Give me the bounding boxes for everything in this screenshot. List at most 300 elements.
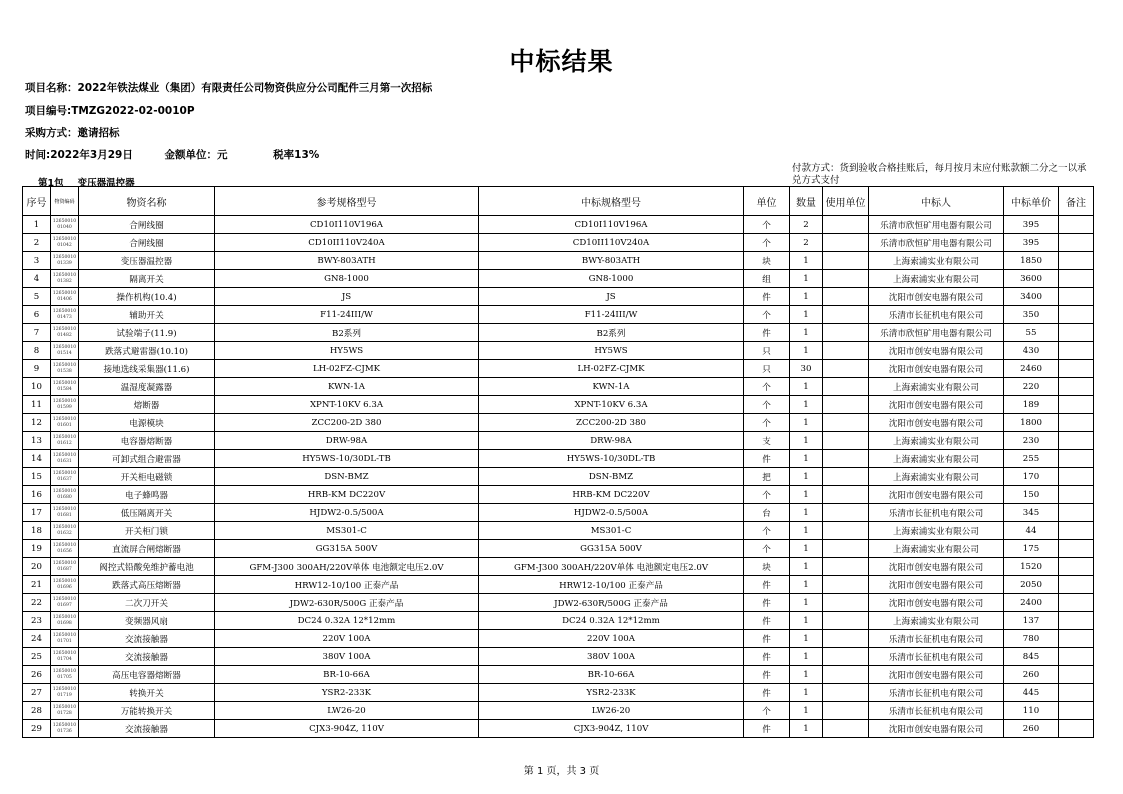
- cell-quantity: 1: [790, 396, 823, 414]
- cell-quantity: 1: [790, 720, 823, 738]
- cell-bid-spec: DSN-BMZ: [479, 468, 744, 486]
- cell-quantity: 2: [790, 216, 823, 234]
- cell-unit: 个: [744, 414, 790, 432]
- cell-remark: [1059, 342, 1094, 360]
- cell-quantity: 1: [790, 306, 823, 324]
- cell-ref-spec: 380V 100A: [215, 648, 479, 666]
- cell-bid-spec: DRW-98A: [479, 432, 744, 450]
- cell-winner: 上海索浦实业有限公司: [869, 612, 1004, 630]
- cell-quantity: 1: [790, 432, 823, 450]
- cell-code: 12650010 01705: [51, 666, 79, 684]
- cell-code: 12650010 01538: [51, 360, 79, 378]
- cell-seq: 9: [23, 360, 51, 378]
- cell-remark: [1059, 432, 1094, 450]
- cell-unit: 组: [744, 270, 790, 288]
- table-row: [23, 378, 1094, 396]
- cell-material-name: 转换开关: [79, 684, 215, 702]
- project-name: 项目名称：2022年铁法煤业（集团）有限责任公司物资供应分公司配件三月第一次招标: [25, 82, 433, 94]
- cell-unit: 个: [744, 216, 790, 234]
- cell-unit: 件: [744, 450, 790, 468]
- package-number: 第1包: [38, 178, 64, 189]
- cell-code: 12650010 01728: [51, 702, 79, 720]
- cell-material-name: 变频器风扇: [79, 612, 215, 630]
- cell-winner: 沈阳市创安电器有限公司: [869, 342, 1004, 360]
- cell-code: 12650010 01612: [51, 432, 79, 450]
- cell-quantity: 2: [790, 234, 823, 252]
- cell-quantity: 1: [790, 468, 823, 486]
- cell-code: 12650010 01656: [51, 540, 79, 558]
- cell-quantity: 1: [790, 648, 823, 666]
- cell-ref-spec: GN8-1000: [215, 270, 479, 288]
- cell-winner: 沈阳市创安电器有限公司: [869, 576, 1004, 594]
- cell-unit-price: 445: [1004, 684, 1059, 702]
- cell-ref-spec: BR-10-66A: [215, 666, 479, 684]
- cell-remark: [1059, 216, 1094, 234]
- cell-code: 12650010 01406: [51, 288, 79, 306]
- cell-user-unit: [823, 414, 869, 432]
- table-row: [23, 522, 1094, 540]
- cell-code: 12650010 01696: [51, 576, 79, 594]
- cell-code: 12650010 01701: [51, 630, 79, 648]
- cell-unit: 把: [744, 468, 790, 486]
- cell-bid-spec: GFM-J300 300AH/220V单体 电池额定电压2.0V: [479, 558, 744, 576]
- cell-winner: 沈阳市创安电器有限公司: [869, 396, 1004, 414]
- cell-winner: 沈阳市创安电器有限公司: [869, 360, 1004, 378]
- cell-bid-spec: BWY-803ATH: [479, 252, 744, 270]
- cell-seq: 1: [23, 216, 51, 234]
- cell-code: 12650010 01584: [51, 378, 79, 396]
- cell-material-name: 万能转换开关: [79, 702, 215, 720]
- cell-winner: 上海索浦实业有限公司: [869, 252, 1004, 270]
- cell-ref-spec: CD10I110V196A: [215, 216, 479, 234]
- cell-remark: [1059, 360, 1094, 378]
- cell-remark: [1059, 504, 1094, 522]
- cell-remark: [1059, 396, 1094, 414]
- cell-unit-price: 430: [1004, 342, 1059, 360]
- cell-ref-spec: HJDW2-0.5/500A: [215, 504, 479, 522]
- cell-seq: 24: [23, 630, 51, 648]
- cell-ref-spec: LW26-20: [215, 702, 479, 720]
- package-name: 变压器温控器: [77, 178, 135, 189]
- cell-ref-spec: HRW12-10/100 正泰产品: [215, 576, 479, 594]
- cell-ref-spec: HRB-KM DC220V: [215, 486, 479, 504]
- cell-ref-spec: DC24 0.32A 12*12mm: [215, 612, 479, 630]
- cell-material-name: 电子蜂鸣器: [79, 486, 215, 504]
- cell-winner: 乐清市长征机电有限公司: [869, 648, 1004, 666]
- table-body: [23, 216, 1094, 738]
- cell-code: 12650010 01631: [51, 450, 79, 468]
- cell-quantity: 1: [790, 288, 823, 306]
- cell-unit: 块: [744, 558, 790, 576]
- amount-unit-label: 金额单位：元: [164, 149, 228, 161]
- cell-bid-spec: 380V 100A: [479, 648, 744, 666]
- cell-seq: 17: [23, 504, 51, 522]
- cell-ref-spec: 220V 100A: [215, 630, 479, 648]
- cell-winner: 上海索浦实业有限公司: [869, 468, 1004, 486]
- cell-unit: 件: [744, 576, 790, 594]
- cell-winner: 上海索浦实业有限公司: [869, 432, 1004, 450]
- cell-material-name: 合闸线圈: [79, 234, 215, 252]
- cell-winner: 上海索浦实业有限公司: [869, 450, 1004, 468]
- cell-material-name: 直流屏合闸熔断器: [79, 540, 215, 558]
- cell-unit: 件: [744, 612, 790, 630]
- cell-material-name: 开关柜门锁: [79, 522, 215, 540]
- cell-material-name: 变压器温控器: [79, 252, 215, 270]
- cell-user-unit: [823, 486, 869, 504]
- table-row: [23, 666, 1094, 684]
- cell-unit: 件: [744, 288, 790, 306]
- cell-material-name: 合闸线圈: [79, 216, 215, 234]
- cell-winner: 沈阳市创安电器有限公司: [869, 666, 1004, 684]
- table-row: [23, 270, 1094, 288]
- cell-bid-spec: BR-10-66A: [479, 666, 744, 684]
- cell-user-unit: [823, 558, 869, 576]
- cell-material-name: 开关柜电磁锁: [79, 468, 215, 486]
- cell-unit-price: 220: [1004, 378, 1059, 396]
- cell-seq: 8: [23, 342, 51, 360]
- table-row: [23, 702, 1094, 720]
- cell-user-unit: [823, 540, 869, 558]
- cell-material-name: 可卸式组合避雷器: [79, 450, 215, 468]
- cell-user-unit: [823, 666, 869, 684]
- cell-user-unit: [823, 684, 869, 702]
- table-row: [23, 558, 1094, 576]
- cell-unit-price: 137: [1004, 612, 1059, 630]
- cell-unit-price: 44: [1004, 522, 1059, 540]
- cell-remark: [1059, 450, 1094, 468]
- table-row: [23, 396, 1094, 414]
- cell-winner: 乐清市欣恒矿用电器有限公司: [869, 324, 1004, 342]
- cell-remark: [1059, 612, 1094, 630]
- cell-unit-price: 2400: [1004, 594, 1059, 612]
- cell-winner: 沈阳市创安电器有限公司: [869, 414, 1004, 432]
- cell-user-unit: [823, 702, 869, 720]
- cell-winner: 乐清市长征机电有限公司: [869, 684, 1004, 702]
- cell-material-name: 电源模块: [79, 414, 215, 432]
- header-ref-spec: 参考规格型号: [215, 187, 479, 216]
- cell-code: 12650010 01514: [51, 342, 79, 360]
- cell-bid-spec: LW26-20: [479, 702, 744, 720]
- cell-remark: [1059, 648, 1094, 666]
- cell-bid-spec: XPNT-10KV 6.3A: [479, 396, 744, 414]
- cell-code: 12650010 01637: [51, 468, 79, 486]
- cell-remark: [1059, 522, 1094, 540]
- cell-remark: [1059, 558, 1094, 576]
- cell-material-name: 高压电容器熔断器: [79, 666, 215, 684]
- cell-bid-spec: GG315A 500V: [479, 540, 744, 558]
- cell-quantity: 1: [790, 630, 823, 648]
- cell-seq: 5: [23, 288, 51, 306]
- cell-seq: 26: [23, 666, 51, 684]
- cell-winner: 沈阳市创安电器有限公司: [869, 720, 1004, 738]
- cell-unit: 件: [744, 666, 790, 684]
- cell-user-unit: [823, 468, 869, 486]
- cell-unit: 支: [744, 432, 790, 450]
- cell-quantity: 1: [790, 666, 823, 684]
- header-code: 物资编码: [51, 187, 79, 216]
- cell-code: 12650010 01680: [51, 486, 79, 504]
- cell-user-unit: [823, 288, 869, 306]
- cell-unit: 个: [744, 396, 790, 414]
- cell-quantity: 1: [790, 558, 823, 576]
- cell-user-unit: [823, 342, 869, 360]
- cell-material-name: 二次刀开关: [79, 594, 215, 612]
- cell-unit: 件: [744, 648, 790, 666]
- cell-bid-spec: CJX3-904Z, 110V: [479, 720, 744, 738]
- cell-code: 12650010 01681: [51, 504, 79, 522]
- cell-remark: [1059, 378, 1094, 396]
- cell-unit: 件: [744, 324, 790, 342]
- cell-seq: 21: [23, 576, 51, 594]
- cell-code: 12650010 01719: [51, 684, 79, 702]
- cell-seq: 6: [23, 306, 51, 324]
- cell-remark: [1059, 324, 1094, 342]
- header-quantity: 数量: [790, 187, 823, 216]
- cell-unit: 个: [744, 702, 790, 720]
- cell-remark: [1059, 630, 1094, 648]
- cell-unit-price: 780: [1004, 630, 1059, 648]
- cell-unit-price: 175: [1004, 540, 1059, 558]
- cell-remark: [1059, 720, 1094, 738]
- cell-quantity: 1: [790, 270, 823, 288]
- header-winner: 中标人: [869, 187, 1004, 216]
- cell-quantity: 1: [790, 594, 823, 612]
- cell-quantity: 1: [790, 414, 823, 432]
- cell-winner: 沈阳市创安电器有限公司: [869, 594, 1004, 612]
- cell-winner: 沈阳市创安电器有限公司: [869, 558, 1004, 576]
- cell-quantity: 1: [790, 486, 823, 504]
- cell-bid-spec: HJDW2-0.5/500A: [479, 504, 744, 522]
- cell-user-unit: [823, 270, 869, 288]
- cell-unit-price: 395: [1004, 216, 1059, 234]
- cell-unit: 个: [744, 522, 790, 540]
- cell-unit-price: 2050: [1004, 576, 1059, 594]
- tax-rate-label: 税率13%: [273, 149, 320, 161]
- cell-ref-spec: HY5WS-10/30DL-TB: [215, 450, 479, 468]
- cell-unit-price: 260: [1004, 720, 1059, 738]
- cell-code: 12650010 01042: [51, 234, 79, 252]
- cell-user-unit: [823, 720, 869, 738]
- cell-remark: [1059, 576, 1094, 594]
- table-row: [23, 288, 1094, 306]
- cell-unit-price: 189: [1004, 396, 1059, 414]
- cell-remark: [1059, 540, 1094, 558]
- cell-ref-spec: DRW-98A: [215, 432, 479, 450]
- cell-remark: [1059, 468, 1094, 486]
- cell-ref-spec: ZCC200-2D 380: [215, 414, 479, 432]
- cell-ref-spec: XPNT-10KV 6.3A: [215, 396, 479, 414]
- cell-ref-spec: HY5WS: [215, 342, 479, 360]
- cell-code: 12650010 01601: [51, 414, 79, 432]
- table-row: [23, 648, 1094, 666]
- cell-user-unit: [823, 594, 869, 612]
- cell-winner: 沈阳市创安电器有限公司: [869, 288, 1004, 306]
- table-row: [23, 504, 1094, 522]
- cell-bid-spec: MS301-C: [479, 522, 744, 540]
- cell-seq: 11: [23, 396, 51, 414]
- header-bid-spec: 中标规格型号: [479, 187, 744, 216]
- table-row: [23, 720, 1094, 738]
- cell-seq: 12: [23, 414, 51, 432]
- cell-user-unit: [823, 612, 869, 630]
- cell-user-unit: [823, 216, 869, 234]
- cell-winner: 乐清市长征机电有限公司: [869, 504, 1004, 522]
- cell-remark: [1059, 288, 1094, 306]
- cell-user-unit: [823, 648, 869, 666]
- table-row: [23, 594, 1094, 612]
- cell-unit-price: 3600: [1004, 270, 1059, 288]
- procurement-method: 采购方式：邀请招标: [25, 127, 120, 139]
- cell-user-unit: [823, 630, 869, 648]
- cell-bid-spec: LH-02FZ-CJMK: [479, 360, 744, 378]
- cell-unit-price: 1520: [1004, 558, 1059, 576]
- cell-unit-price: 350: [1004, 306, 1059, 324]
- cell-material-name: 低压隔离开关: [79, 504, 215, 522]
- cell-quantity: 1: [790, 522, 823, 540]
- cell-unit-price: 395: [1004, 234, 1059, 252]
- header-material-name: 物资名称: [79, 187, 215, 216]
- table-row: [23, 432, 1094, 450]
- cell-user-unit: [823, 324, 869, 342]
- cell-ref-spec: LH-02FZ-CJMK: [215, 360, 479, 378]
- table-row: [23, 450, 1094, 468]
- cell-code: 12650010 01473: [51, 306, 79, 324]
- cell-unit-price: 55: [1004, 324, 1059, 342]
- cell-remark: [1059, 414, 1094, 432]
- date-label: 时间:2022年3月29日: [25, 149, 133, 161]
- cell-seq: 13: [23, 432, 51, 450]
- cell-quantity: 1: [790, 342, 823, 360]
- cell-seq: 15: [23, 468, 51, 486]
- cell-winner: 上海索浦实业有限公司: [869, 522, 1004, 540]
- table-row: [23, 540, 1094, 558]
- cell-unit: 件: [744, 684, 790, 702]
- cell-winner: 上海索浦实业有限公司: [869, 540, 1004, 558]
- cell-material-name: 温湿度凝露器: [79, 378, 215, 396]
- cell-ref-spec: MS301-C: [215, 522, 479, 540]
- results-table: [22, 186, 1094, 738]
- table-row: [23, 468, 1094, 486]
- cell-remark: [1059, 486, 1094, 504]
- table-row: [23, 612, 1094, 630]
- cell-material-name: 交流接触器: [79, 648, 215, 666]
- cell-user-unit: [823, 306, 869, 324]
- cell-material-name: 跌落式高压熔断器: [79, 576, 215, 594]
- cell-remark: [1059, 666, 1094, 684]
- cell-material-name: 操作机构(10.4): [79, 288, 215, 306]
- table-row: [23, 252, 1094, 270]
- cell-seq: 16: [23, 486, 51, 504]
- cell-unit: 个: [744, 378, 790, 396]
- payment-terms: 付款方式：货到验收合格挂账后，每月按月末应付账款额二分之一以承兑方式支付: [792, 163, 1087, 186]
- cell-seq: 18: [23, 522, 51, 540]
- cell-ref-spec: JS: [215, 288, 479, 306]
- cell-unit: 个: [744, 306, 790, 324]
- project-number: 项目编号:TMZG2022-02-0010P: [25, 105, 195, 117]
- cell-seq: 3: [23, 252, 51, 270]
- cell-unit-price: 345: [1004, 504, 1059, 522]
- cell-unit: 件: [744, 720, 790, 738]
- cell-bid-spec: 220V 100A: [479, 630, 744, 648]
- cell-code: 12650010 01040: [51, 216, 79, 234]
- cell-material-name: 试验端子(11.9): [79, 324, 215, 342]
- cell-code: 12650010 01687: [51, 558, 79, 576]
- cell-winner: 上海索浦实业有限公司: [869, 270, 1004, 288]
- cell-unit: 个: [744, 486, 790, 504]
- table-row: [23, 360, 1094, 378]
- table-row: [23, 630, 1094, 648]
- cell-ref-spec: GG315A 500V: [215, 540, 479, 558]
- cell-winner: 乐清市欣恒矿用电器有限公司: [869, 234, 1004, 252]
- cell-quantity: 1: [790, 252, 823, 270]
- cell-user-unit: [823, 378, 869, 396]
- cell-bid-spec: KWN-1A: [479, 378, 744, 396]
- page-title: 中标结果: [509, 47, 614, 76]
- cell-unit-price: 260: [1004, 666, 1059, 684]
- cell-seq: 20: [23, 558, 51, 576]
- cell-ref-spec: CD10II110V240A: [215, 234, 479, 252]
- cell-user-unit: [823, 234, 869, 252]
- cell-remark: [1059, 252, 1094, 270]
- cell-material-name: 电容器熔断器: [79, 432, 215, 450]
- cell-seq: 2: [23, 234, 51, 252]
- cell-seq: 23: [23, 612, 51, 630]
- table-row: [23, 576, 1094, 594]
- cell-bid-spec: F11-24III/W: [479, 306, 744, 324]
- cell-remark: [1059, 684, 1094, 702]
- cell-unit-price: 170: [1004, 468, 1059, 486]
- cell-quantity: 1: [790, 684, 823, 702]
- cell-seq: 29: [23, 720, 51, 738]
- cell-bid-spec: HRW12-10/100 正泰产品: [479, 576, 744, 594]
- cell-bid-spec: HY5WS: [479, 342, 744, 360]
- page-footer: 第 1 页，共 3 页: [523, 766, 600, 777]
- cell-quantity: 1: [790, 702, 823, 720]
- cell-code: 12650010 01482: [51, 324, 79, 342]
- cell-quantity: 30: [790, 360, 823, 378]
- cell-code: 12650010 01382: [51, 270, 79, 288]
- cell-user-unit: [823, 504, 869, 522]
- cell-unit: 个: [744, 540, 790, 558]
- cell-quantity: 1: [790, 612, 823, 630]
- cell-bid-spec: ZCC200-2D 380: [479, 414, 744, 432]
- cell-seq: 19: [23, 540, 51, 558]
- cell-material-name: 熔断器: [79, 396, 215, 414]
- cell-ref-spec: BWY-803ATH: [215, 252, 479, 270]
- cell-remark: [1059, 306, 1094, 324]
- cell-remark: [1059, 594, 1094, 612]
- cell-code: 12650010 01698: [51, 612, 79, 630]
- cell-bid-spec: JS: [479, 288, 744, 306]
- cell-material-name: 辅助开关: [79, 306, 215, 324]
- cell-code: 12650010 01704: [51, 648, 79, 666]
- cell-user-unit: [823, 432, 869, 450]
- table-row: [23, 306, 1094, 324]
- cell-quantity: 1: [790, 504, 823, 522]
- cell-user-unit: [823, 252, 869, 270]
- cell-unit: 件: [744, 630, 790, 648]
- cell-remark: [1059, 234, 1094, 252]
- cell-material-name: 接地选线采集器(11.6): [79, 360, 215, 378]
- cell-unit-price: 150: [1004, 486, 1059, 504]
- cell-quantity: 1: [790, 540, 823, 558]
- cell-bid-spec: CD10II110V240A: [479, 234, 744, 252]
- cell-material-name: 跌落式避雷器(10.10): [79, 342, 215, 360]
- cell-bid-spec: HRB-KM DC220V: [479, 486, 744, 504]
- cell-unit: 块: [744, 252, 790, 270]
- cell-code: 12650010 01736: [51, 720, 79, 738]
- table-row: [23, 486, 1094, 504]
